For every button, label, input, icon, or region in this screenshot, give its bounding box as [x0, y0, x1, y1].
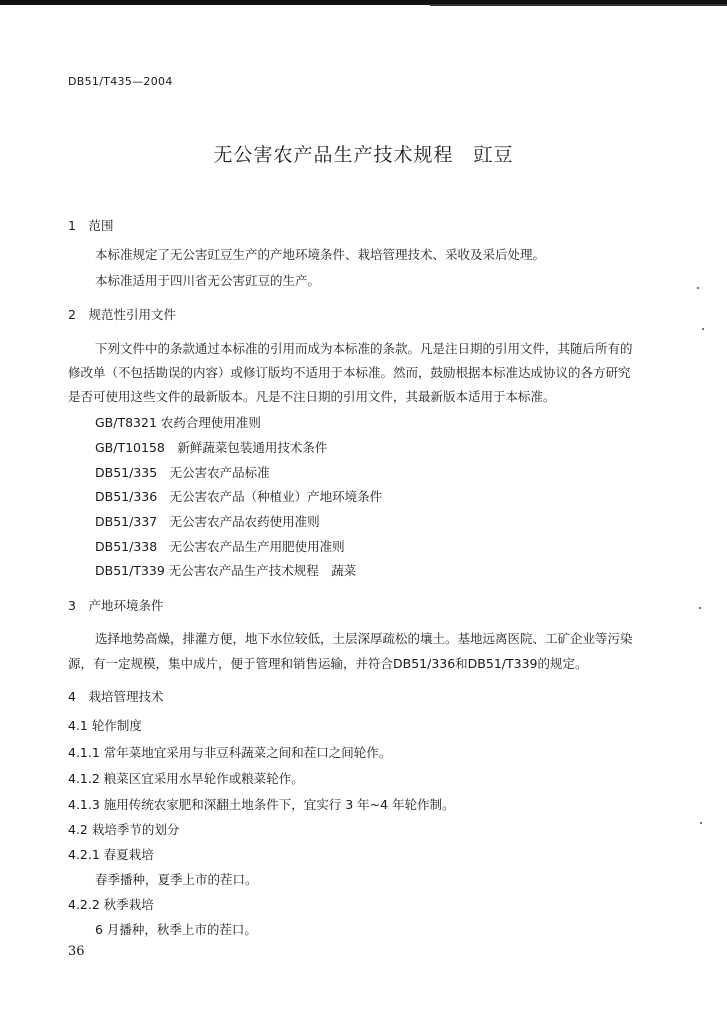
clause-line: 4.1.3 施用传统农家肥和深翻土地条件下，宜实行 3 年~4 年轮作制。 [68, 797, 455, 812]
scan-speck [697, 287, 699, 289]
reference-item: DB51/336 无公害农产品（种植业）产地环境条件 [95, 489, 383, 504]
paragraph-line: 下列文件中的条款通过本标准的引用而成为本标准的条款。凡是注日期的引用文件，其随后所有的 [95, 341, 633, 356]
subsection-heading: 4.1 轮作制度 [68, 718, 142, 733]
section-heading-cultivation: 4 栽培管理技术 [68, 689, 164, 704]
reference-item: DB51/337 无公害农产品农药使用准则 [95, 514, 320, 529]
reference-item: GB/T10158 新鲜蔬菜包装通用技术条件 [95, 440, 328, 455]
clause-line: 4.1.2 粮菜区宜采用水旱轮作或粮菜轮作。 [68, 771, 304, 786]
subsection-heading: 4.2 栽培季节的划分 [68, 822, 180, 837]
document-title: 无公害农产品生产技术规程 豇豆 [213, 144, 514, 166]
paragraph-line: 源，有一定规模，集中成片，便于管理和销售运输，并符合DB51/336和DB51/T339的规定。 [68, 656, 588, 671]
standard-code-header: DB51/T435—2004 [68, 75, 173, 88]
clause-line: 4.2.2 秋季栽培 [68, 897, 154, 912]
reference-item: DB51/338 无公害农产品生产用肥使用准则 [95, 539, 345, 554]
scan-speck [700, 822, 702, 824]
section-heading-scope: 1 范围 [68, 218, 114, 233]
paragraph-line: 修改单（不包括勘误的内容）或修订版均不适用于本标准。然而，鼓励根据本标准达成协议的各方研究 [68, 365, 631, 380]
reference-item: GB/T8321 农药合理使用准则 [95, 415, 261, 430]
paragraph-line: 选择地势高燥，排灌方便，地下水位较低，土层深厚疏松的壤土。基地远离医院、工矿企业等污染 [95, 631, 633, 646]
paragraph-line: 春季播种，夏季上市的茬口。 [95, 872, 258, 887]
scan-edge-bar-secondary [430, 4, 727, 6]
clause-line: 4.1.1 常年菜地宜采用与非豆科蔬菜之间和茬口之间轮作。 [68, 745, 392, 760]
reference-item: DB51/335 无公害农产品标准 [95, 465, 270, 480]
scan-speck [699, 607, 701, 609]
section-heading-references: 2 规范性引用文件 [68, 307, 176, 322]
reference-item: DB51/T339 无公害农产品生产技术规程 蔬菜 [95, 563, 357, 578]
paragraph-line: 本标准适用于四川省无公害豇豆的生产。 [95, 273, 321, 288]
clause-line: 4.2.1 春夏栽培 [68, 847, 154, 862]
page-number: 36 [68, 944, 85, 959]
paragraph-line: 6 月播种，秋季上市的茬口。 [95, 922, 257, 937]
paragraph-line: 是否可使用这些文件的最新版本。凡是不注日期的引用文件，其最新版本适用于本标准。 [68, 389, 556, 404]
scan-speck [702, 328, 704, 330]
paragraph-line: 本标准规定了无公害豇豆生产的产地环境条件、栽培管理技术、采收及采后处理。 [95, 247, 546, 262]
section-heading-environment: 3 产地环境条件 [68, 598, 164, 613]
